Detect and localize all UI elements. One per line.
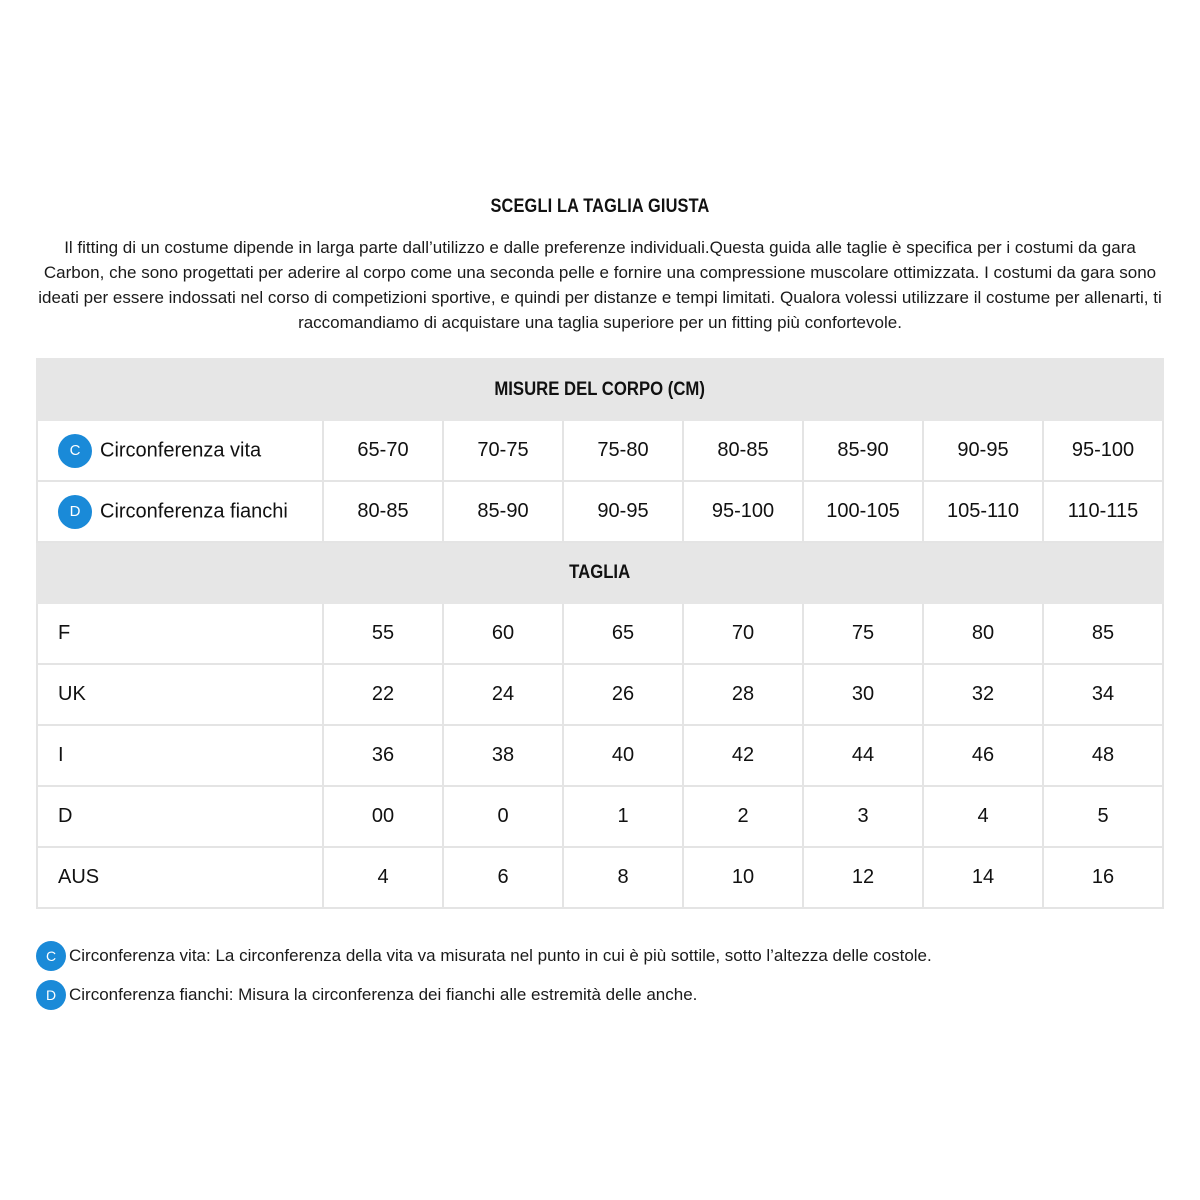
value-cell: 8 (563, 847, 683, 908)
value-cell: 3 (803, 786, 923, 847)
footnotes (36, 940, 1164, 1018)
value-cell: 10 (683, 847, 803, 908)
badge-c-icon: C (36, 941, 66, 971)
section-heading: TAGLIA (37, 542, 1163, 603)
footnote-waist (36, 940, 1164, 971)
value-cell: 30 (803, 664, 923, 725)
table-row (37, 420, 1163, 481)
row-label: AUS (37, 847, 323, 908)
value-cell: 70 (683, 603, 803, 664)
table-row (37, 664, 1163, 725)
value-cell: 12 (803, 847, 923, 908)
value-cell: 34 (1043, 664, 1163, 725)
value-cell: 36 (323, 725, 443, 786)
value-cell: 90-95 (563, 481, 683, 542)
value-cell: 80 (923, 603, 1043, 664)
value-cell: 14 (923, 847, 1043, 908)
table-row (37, 481, 1163, 542)
value-cell: 65-70 (323, 420, 443, 481)
value-cell: 1 (563, 786, 683, 847)
value-cell: 85 (1043, 603, 1163, 664)
intro-paragraph: Il fitting di un costume dipende in larga parte dall’utilizzo e dalle preferenze individuali.Questa guida alle taglie è specifica per i costumi da gara Carbon, che sono progettati per aderire al corpo come una seconda pelle e fornire una compressione muscolare ottimizzata. I costumi da gara sono ideati per essere indossati nel corso di competizioni sportive, e quindi per distanze e tempi limitati. Qualora volessi utilizzare il costume per allenarti, ti raccomandiamo di acquistare una taglia superiore per un fitting più confortevole. (38, 238, 1162, 332)
value-cell: 44 (803, 725, 923, 786)
row-label: F (37, 603, 323, 664)
value-cell: 4 (323, 847, 443, 908)
value-cell: 75 (803, 603, 923, 664)
badge-d-icon: D (58, 495, 92, 529)
value-cell: 60 (443, 603, 563, 664)
table-row (37, 786, 1163, 847)
value-cell: 38 (443, 725, 563, 786)
value-cell: 40 (563, 725, 683, 786)
value-cell: 85-90 (803, 420, 923, 481)
row-label-cell (37, 481, 323, 542)
value-cell: 22 (323, 664, 443, 725)
section-header-body (37, 359, 1163, 420)
table-row (37, 847, 1163, 908)
value-cell: 100-105 (803, 481, 923, 542)
value-cell: 80-85 (683, 420, 803, 481)
value-cell: 95-100 (683, 481, 803, 542)
badge-c-icon: C (58, 434, 92, 468)
value-cell: 70-75 (443, 420, 563, 481)
size-table (36, 358, 1164, 909)
row-label: D (37, 786, 323, 847)
value-cell: 28 (683, 664, 803, 725)
badge-d-icon: D (36, 980, 66, 1010)
footnote-hips (36, 979, 1164, 1010)
footnote-text: Circonferenza fianchi: Misura la circonferenza dei fianchi alle estremità delle anche. (69, 984, 698, 1004)
value-cell: 4 (923, 786, 1043, 847)
table-row (37, 603, 1163, 664)
value-cell: 0 (443, 786, 563, 847)
value-cell: 105-110 (923, 481, 1043, 542)
footnote-text: Circonferenza vita: La circonferenza della vita va misurata nel punto in cui è più sottile, sotto l’altezza delle costole. (69, 945, 932, 965)
value-cell: 46 (923, 725, 1043, 786)
table-row (37, 725, 1163, 786)
value-cell: 2 (683, 786, 803, 847)
value-cell: 6 (443, 847, 563, 908)
value-cell: 80-85 (323, 481, 443, 542)
section-header-size (37, 542, 1163, 603)
value-cell: 5 (1043, 786, 1163, 847)
value-cell: 48 (1043, 725, 1163, 786)
value-cell: 16 (1043, 847, 1163, 908)
value-cell: 24 (443, 664, 563, 725)
value-cell: 85-90 (443, 481, 563, 542)
row-label: I (37, 725, 323, 786)
value-cell: 55 (323, 603, 443, 664)
value-cell: 42 (683, 725, 803, 786)
value-cell: 65 (563, 603, 683, 664)
section-heading: MISURE DEL CORPO (CM) (37, 359, 1163, 420)
row-label: UK (37, 664, 323, 725)
value-cell: 26 (563, 664, 683, 725)
value-cell: 75-80 (563, 420, 683, 481)
row-label-cell (37, 420, 323, 481)
value-cell: 00 (323, 786, 443, 847)
value-cell: 95-100 (1043, 420, 1163, 481)
row-label: Circonferenza fianchi (100, 500, 288, 522)
value-cell: 32 (923, 664, 1043, 725)
value-cell: 90-95 (923, 420, 1043, 481)
row-label: Circonferenza vita (100, 439, 262, 461)
value-cell: 110-115 (1043, 481, 1163, 542)
page-title: SCEGLI LA TAGLIA GIUSTA (490, 196, 710, 217)
